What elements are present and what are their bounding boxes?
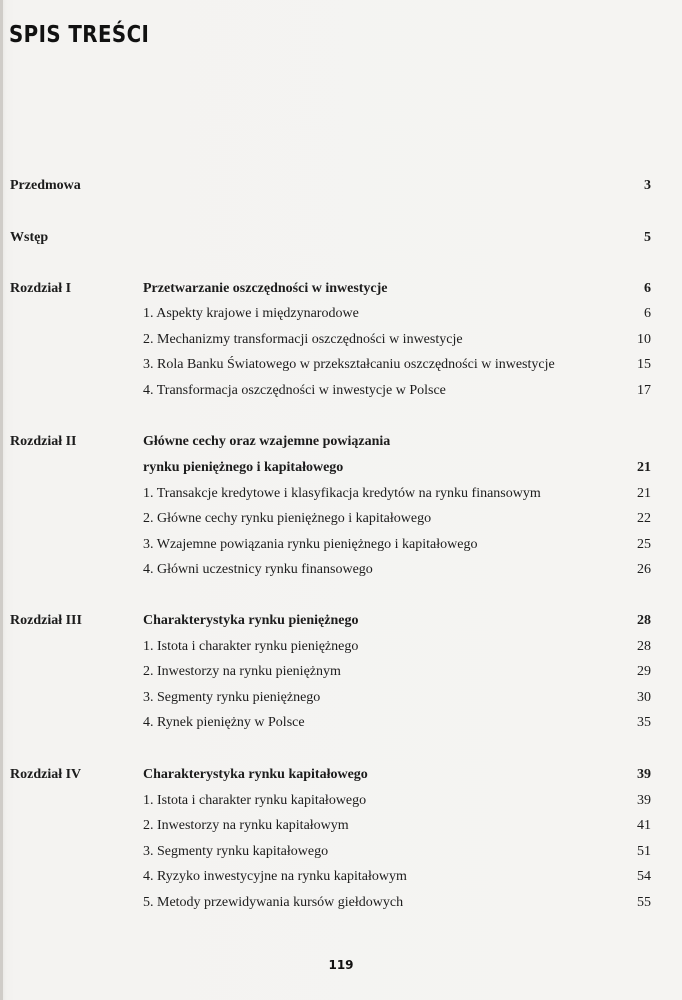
toc-section-page: 39 (637, 793, 651, 808)
toc-section-title: 2. Główne cechy rynku pieniężnego i kapitałowego (143, 511, 432, 526)
toc-section-title: 2. Inwestorzy na rynku pieniężnym (143, 664, 341, 679)
toc-section-row (0, 355, 682, 375)
toc-section-page: 54 (637, 869, 651, 884)
toc-chapter-title: rynku pieniężnego i kapitałowego (143, 460, 344, 475)
toc-section-page: 25 (637, 537, 651, 552)
toc-section-row (0, 304, 682, 324)
toc-section-row (0, 330, 682, 350)
toc-row-introduction (0, 228, 682, 248)
toc-chapter-title: Charakterystyka rynku kapitałowego (143, 767, 368, 782)
toc-front-page: 5 (644, 230, 651, 245)
toc-section-title: 4. Transformacja oszczędności w inwestycje w Polsce (143, 383, 446, 398)
toc-chapter-row-continued (0, 458, 682, 478)
toc-section-title: 4. Rynek pieniężny w Polsce (143, 715, 305, 730)
toc-section-row (0, 688, 682, 708)
toc-section-row (0, 662, 682, 682)
toc-section-title: 2. Inwestorzy na rynku kapitałowym (143, 818, 349, 833)
toc-section-row (0, 816, 682, 836)
toc-section-row (0, 791, 682, 811)
toc-section-page: 21 (637, 486, 651, 501)
toc-chapter-title: Przetwarzanie oszczędności w inwestycje (143, 281, 388, 296)
toc-section-page: 29 (637, 664, 651, 679)
toc-section-page: 28 (637, 639, 651, 654)
toc-section-page: 30 (637, 690, 651, 705)
toc-chapter-label: Rozdział II (10, 434, 77, 449)
toc-front-page: 3 (644, 178, 651, 193)
toc-chapter-page: 6 (644, 281, 651, 296)
toc-chapter-label: Rozdział I (10, 281, 72, 296)
toc-section-row (0, 893, 682, 913)
toc-section-row (0, 842, 682, 862)
toc-section-row (0, 713, 682, 733)
toc-section-title: 4. Główni uczestnicy rynku finansowego (143, 562, 373, 577)
toc-section-page: 41 (637, 818, 651, 833)
toc-chapter-row (0, 611, 682, 631)
page-number: 119 (328, 958, 354, 972)
toc-section-row (0, 535, 682, 555)
toc-section-row (0, 560, 682, 580)
toc-chapter-label: Rozdział III (10, 613, 82, 628)
toc-section-page: 51 (637, 844, 651, 859)
toc-section-row (0, 637, 682, 657)
toc-section-row (0, 381, 682, 401)
toc-section-title: 3. Wzajemne powiązania rynku pieniężnego i kapitałowego (143, 537, 478, 552)
toc-chapter-row (0, 432, 682, 452)
page-title: SPIS TREŚCI (9, 22, 150, 48)
toc-section-title: 3. Segmenty rynku pieniężnego (143, 690, 321, 705)
toc-chapter-title: Główne cechy oraz wzajemne powiązania (143, 434, 391, 449)
toc-section-title: 3. Rola Banku Światowego w przekształcaniu oszczędności w inwestycje (143, 357, 555, 372)
toc-section-row (0, 484, 682, 504)
toc-section-row (0, 867, 682, 887)
toc-chapter-page: 28 (637, 613, 651, 628)
toc-section-page: 15 (637, 357, 651, 372)
toc-chapter-page: 39 (637, 767, 651, 782)
toc-section-title: 5. Metody przewidywania kursów giełdowych (143, 895, 404, 910)
toc-section-page: 26 (637, 562, 651, 577)
toc-section-title: 4. Ryzyko inwestycyjne na rynku kapitałowym (143, 869, 407, 884)
toc-chapter-page: 21 (637, 460, 651, 475)
toc-section-row (0, 509, 682, 529)
toc-section-page: 22 (637, 511, 651, 526)
toc-front-label: Wstęp (10, 230, 49, 245)
toc-chapter-row (0, 279, 682, 299)
toc-chapter-row (0, 765, 682, 785)
toc-section-page: 55 (637, 895, 651, 910)
toc-row-preface (0, 176, 682, 196)
toc-chapter-label: Rozdział IV (10, 767, 82, 782)
toc-section-title: 3. Segmenty rynku kapitałowego (143, 844, 329, 859)
toc-chapter-title: Charakterystyka rynku pieniężnego (143, 613, 359, 628)
toc-section-page: 35 (637, 715, 651, 730)
toc-section-title: 1. Istota i charakter rynku kapitałowego (143, 793, 367, 808)
toc-section-title: 1. Transakcje kredytowe i klasyfikacja kredytów na rynku finansowym (143, 486, 541, 501)
toc-section-title: 1. Aspekty krajowe i międzynarodowe (143, 306, 359, 321)
toc-section-title: 2. Mechanizmy transformacji oszczędności w inwestycje (143, 332, 463, 347)
toc-section-page: 10 (637, 332, 651, 347)
toc-front-label: Przedmowa (10, 178, 81, 193)
toc-section-page: 6 (644, 306, 651, 321)
toc-section-title: 1. Istota i charakter rynku pieniężnego (143, 639, 359, 654)
toc-section-page: 17 (637, 383, 651, 398)
